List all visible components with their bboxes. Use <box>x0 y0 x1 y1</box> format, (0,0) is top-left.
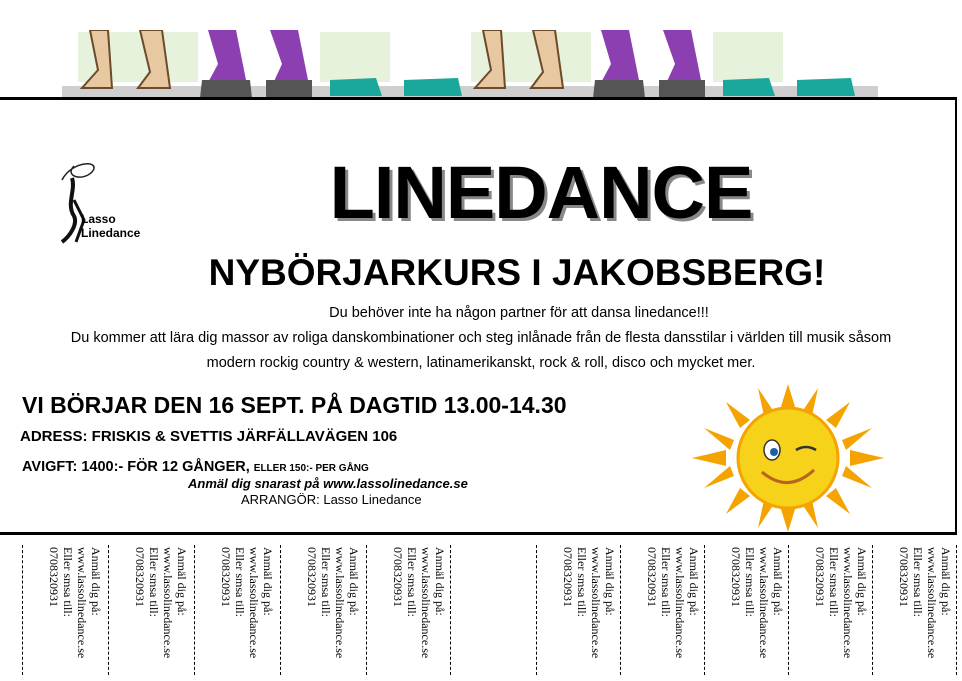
logo-text-linedance: Linedance <box>81 226 141 240</box>
description-line-2: Du kommer att lära dig massor av roliga danskombinationer och steg inlånade från de flesta dansstilar i världen till musik såsom <box>70 330 892 346</box>
tab-line3: Eller smsa till: <box>575 547 589 617</box>
tear-off-tab[interactable] <box>620 545 705 675</box>
tab-line4: 0708320931 <box>729 547 743 607</box>
winking-sun-icon <box>688 382 888 534</box>
tab-text <box>47 547 103 677</box>
tab-line2: www.lassolinedance.se <box>841 547 855 659</box>
description-line-3: modern rockig country & western, latinamerikanskt, rock & roll, disco och mycket mer. <box>206 355 756 371</box>
tear-off-tab[interactable] <box>108 545 193 675</box>
tear-off-tab[interactable] <box>366 545 451 675</box>
tab-line3: Eller smsa till: <box>61 547 75 617</box>
dancing-legs-illustration <box>0 30 962 100</box>
tab-line2: www.lassolinedance.se <box>161 547 175 659</box>
tab-line4: 0708320931 <box>391 547 405 607</box>
tab-line2: www.lassolinedance.se <box>673 547 687 659</box>
tab-line3: Eller smsa till: <box>827 547 841 617</box>
tab-line1: Anmäl dig på: <box>89 547 103 616</box>
tear-off-tab[interactable] <box>704 545 789 675</box>
fee-per-session: ELLER 150:- PER GÅNG <box>253 463 369 474</box>
tab-line4: 0708320931 <box>305 547 319 607</box>
tear-off-tab[interactable] <box>450 545 535 675</box>
tab-line1: Anmäl dig på: <box>175 547 189 616</box>
organizer: ARRANGÖR: Lasso Linedance <box>241 492 422 507</box>
tear-off-tab[interactable] <box>536 545 621 675</box>
tab-line3: Eller smsa till: <box>743 547 757 617</box>
flyer-subtitle: NYBÖRJARKURS I JAKOBSBERG! <box>208 252 826 293</box>
tab-line4: 0708320931 <box>133 547 147 607</box>
tab-line2: www.lassolinedance.se <box>247 547 261 659</box>
flyer-title: LINEDANCE <box>329 151 753 234</box>
tab-line4: 0708320931 <box>561 547 575 607</box>
logo-text-lasso: Lasso <box>81 212 116 226</box>
tab-line3: Eller smsa till: <box>233 547 247 617</box>
description-line-1: Du behöver inte ha någon partner för att dansa linedance!!! <box>329 305 709 321</box>
tear-off-tab[interactable] <box>22 545 107 675</box>
tab-line3: Eller smsa till: <box>147 547 161 617</box>
tab-line2: www.lassolinedance.se <box>925 547 939 659</box>
tab-line4: 0708320931 <box>645 547 659 607</box>
start-date: VI BÖRJAR DEN 16 SEPT. PÅ DAGTID 13.00-14.30 <box>22 392 567 418</box>
tab-line1: Anmäl dig på: <box>771 547 785 616</box>
tab-text <box>897 547 953 677</box>
tear-off-tab[interactable] <box>194 545 279 675</box>
tab-text <box>305 547 361 677</box>
tab-line3: Eller smsa till: <box>911 547 925 617</box>
tab-text <box>561 547 617 677</box>
tab-line2: www.lassolinedance.se <box>589 547 603 659</box>
tab-line4: 0708320931 <box>219 547 233 607</box>
tab-line1: Anmäl dig på: <box>433 547 447 616</box>
tab-line1: Anmäl dig på: <box>347 547 361 616</box>
fee <box>22 459 369 475</box>
tab-line2: www.lassolinedance.se <box>757 547 771 659</box>
tab-line1: Anmäl dig på: <box>261 547 275 616</box>
tab-line4: 0708320931 <box>47 547 61 607</box>
signup-info: Anmäl dig snarast på www.lassolinedance.se <box>188 476 468 491</box>
fee-main: AVIGFT: 1400:- FÖR 12 GÅNGER, <box>22 459 250 475</box>
tab-line1: Anmäl dig på: <box>687 547 701 616</box>
tab-line2: www.lassolinedance.se <box>419 547 433 659</box>
tab-text <box>219 547 275 677</box>
tab-line2: www.lassolinedance.se <box>333 547 347 659</box>
tab-line3: Eller smsa till: <box>659 547 673 617</box>
tab-text <box>645 547 701 677</box>
tab-line4: 0708320931 <box>813 547 827 607</box>
tab-line1: Anmäl dig på: <box>939 547 953 616</box>
tab-line1: Anmäl dig på: <box>855 547 869 616</box>
address: ADRESS: FRISKIS & SVETTIS JÄRFÄLLAVÄGEN 106 <box>20 428 398 445</box>
tear-off-tab[interactable] <box>280 545 365 675</box>
tab-text <box>133 547 189 677</box>
tab-line4: 0708320931 <box>897 547 911 607</box>
tab-text <box>729 547 785 677</box>
tear-off-edge <box>956 545 957 675</box>
tear-off-tab[interactable] <box>788 545 873 675</box>
tab-line2: www.lassolinedance.se <box>75 547 89 659</box>
tab-text <box>391 547 447 677</box>
tab-line3: Eller smsa till: <box>405 547 419 617</box>
tab-line1: Anmäl dig på: <box>603 547 617 616</box>
tab-line3: Eller smsa till: <box>319 547 333 617</box>
tear-off-tab[interactable] <box>872 545 957 675</box>
tab-text <box>813 547 869 677</box>
